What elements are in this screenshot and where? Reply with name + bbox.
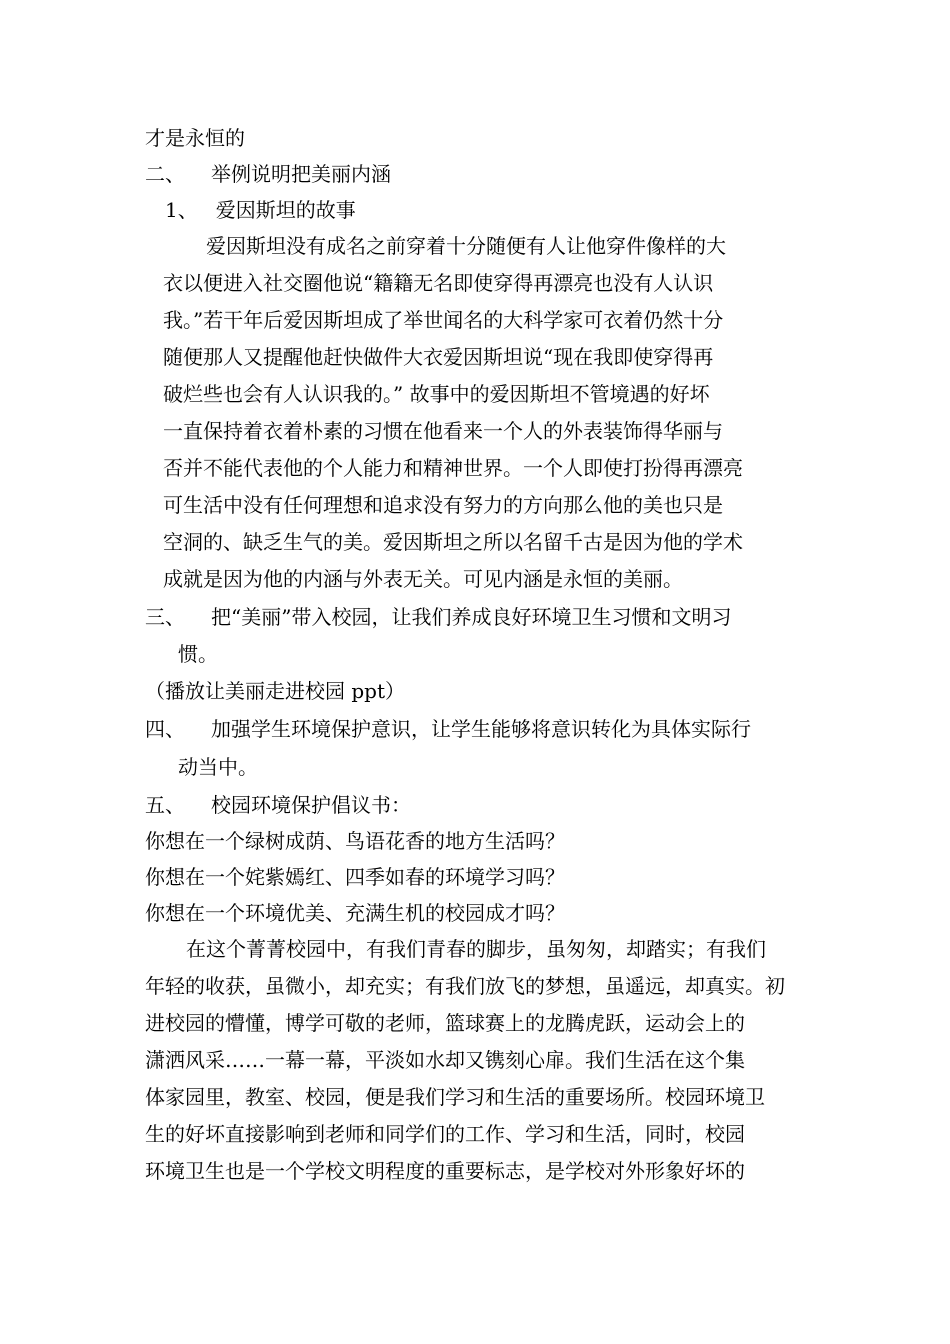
section-2-title: 举例说明把美丽内涵 (211, 162, 391, 186)
subsection-1-marker: 1、 (165, 198, 198, 222)
proposal-paragraph-line: 在这个菁菁校园中，有我们青春的脚步，虽匆匆，却踏实；有我们 (186, 937, 766, 961)
section-4-text: 加强学生环境保护意识，让学生能够将意识转化为具体实际行 (211, 717, 751, 741)
section-4-heading (145, 715, 751, 743)
section-5-title: 校园环境保护倡议书： (211, 793, 411, 817)
section-3-marker: 三、 (145, 605, 185, 629)
section-3-heading (145, 603, 731, 631)
proposal-paragraph-line: 体家园里，教室、校园，便是我们学习和生活的重要场所。校园环境卫 (145, 1085, 765, 1109)
proposal-paragraph-line: 进校园的懵懂，博学可敬的老师，篮球赛上的龙腾虎跃，运动会上的 (145, 1011, 745, 1035)
section-3-text: 把“美丽”带入校园，让我们养成良好环境卫生习惯和文明习 (211, 605, 732, 629)
section-5-marker: 五、 (145, 793, 185, 817)
intro-line: 才是永恒的 (145, 126, 245, 150)
section-2-marker: 二、 (145, 162, 185, 186)
subsection-1-title: 爱因斯坦的故事 (215, 198, 356, 222)
section-2-heading (145, 160, 391, 188)
subsection-1-heading (165, 196, 356, 224)
section-4-marker: 四、 (145, 717, 185, 741)
proposal-paragraph-line: 潇洒风采……一幕一幕，平淡如水却又镌刻心扉。我们生活在这个集 (145, 1048, 745, 1072)
story-line: 随便那人又提醒他赶快做件大衣爱因斯坦说“现在我即使穿得再 (163, 345, 714, 369)
proposal-paragraph-line: 环境卫生也是一个学校文明程度的重要标志，是学校对外形象好坏的 (145, 1159, 745, 1183)
section-3-continuation: 惯。 (178, 642, 218, 666)
story-line: 我。”若干年后爱因斯坦成了举世闻名的大科学家可衣着仍然十分 (163, 308, 724, 332)
section-4-continuation: 动当中。 (178, 755, 258, 779)
story-line: 破烂些也会有人认识我的。” 故事中的爱因斯坦不管境遇的好坏 (163, 382, 710, 406)
story-line: 一直保持着衣着朴素的习惯在他看来一个人的外表装饰得华丽与 (163, 419, 723, 443)
story-line: 空洞的、缺乏生气的美。爱因斯坦之所以名留千古是因为他的学术 (163, 530, 743, 554)
proposal-paragraph-line: 生的好坏直接影响到老师和同学们的工作、学习和生活，同时，校园 (145, 1122, 745, 1146)
story-line: 衣以便进入社交圈他说“籍籍无名即使穿得再漂亮也没有人认识 (163, 271, 714, 295)
story-line: 否并不能代表他的个人能力和精神世界。一个人即使打扮得再漂亮 (163, 456, 743, 480)
ppt-note: （播放让美丽走进校园 ppt） (145, 679, 405, 703)
story-line: 成就是因为他的内涵与外表无关。可见内涵是永恒的美丽。 (163, 567, 683, 591)
question-line: 你想在一个环境优美、充满生机的校园成才吗？ (145, 901, 565, 925)
question-line: 你想在一个绿树成荫、鸟语花香的地方生活吗？ (145, 829, 565, 853)
question-line: 你想在一个姹紫嫣红、四季如春的环境学习吗？ (145, 865, 565, 889)
story-line: 可生活中没有任何理想和追求没有努力的方向那么他的美也只是 (163, 493, 723, 517)
story-line: 爱因斯坦没有成名之前穿着十分随便有人让他穿件像样的大 (206, 234, 726, 258)
proposal-paragraph-line: 年轻的收获，虽微小，却充实；有我们放飞的梦想，虽遥远，却真实。初 (145, 974, 785, 998)
section-5-heading (145, 791, 411, 819)
